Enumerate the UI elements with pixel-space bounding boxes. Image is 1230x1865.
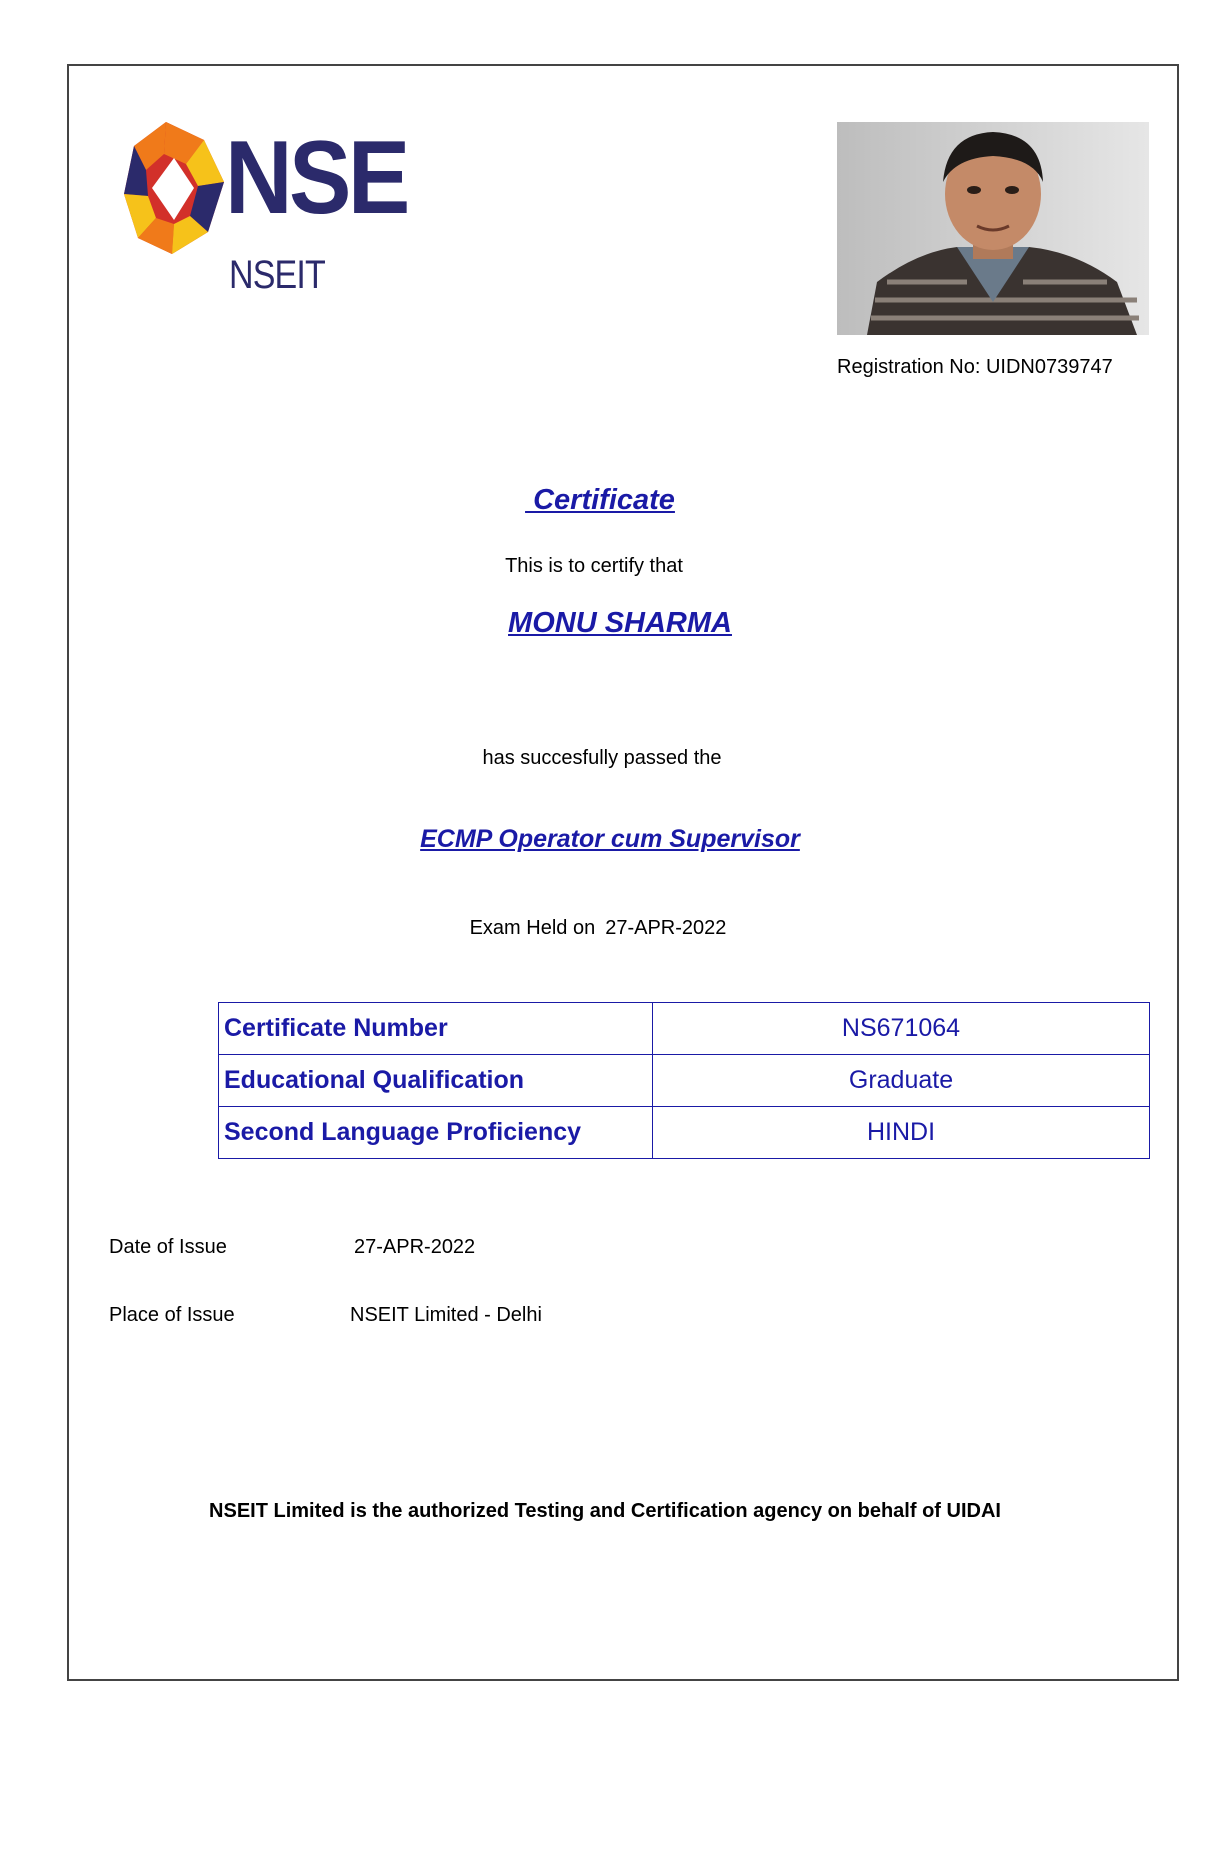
language-value: HINDI — [653, 1107, 1150, 1159]
certificate-details-table — [218, 1002, 1150, 1159]
table-row — [219, 1003, 1150, 1055]
registration-number: Registration No: UIDN0739747 — [837, 356, 1113, 378]
exam-held — [298, 917, 898, 940]
logo-nse-text: NSE — [225, 120, 407, 236]
qualification-label: Educational Qualification — [219, 1055, 653, 1107]
exam-held-label: Exam Held on — [469, 917, 596, 939]
language-label: Second Language Proficiency — [219, 1107, 653, 1159]
logo-nseit-text: NSEIT — [229, 253, 325, 297]
authorization-note: NSEIT Limited is the authorized Testing and Certification agency on behalf of UIDAI — [209, 1500, 1001, 1522]
course-name: ECMP Operator cum Supervisor — [420, 825, 800, 853]
date-of-issue-value: 27-APR-2022 — [354, 1236, 476, 1258]
certificate-number-value: NS671064 — [653, 1003, 1150, 1055]
table-row — [219, 1055, 1150, 1107]
table-row — [219, 1107, 1150, 1159]
candidate-photo — [837, 122, 1149, 335]
nse-logo — [124, 120, 407, 300]
certify-line: This is to certify that — [505, 555, 683, 577]
person-photo-icon — [837, 122, 1149, 335]
exam-held-date: 27-APR-2022 — [605, 917, 727, 939]
date-of-issue-label: Date of Issue — [109, 1236, 227, 1258]
place-of-issue-value: NSEIT Limited - Delhi — [350, 1304, 542, 1326]
candidate-name: MONU SHARMA — [508, 607, 732, 639]
qualification-value: Graduate — [653, 1055, 1150, 1107]
certificate-title: Certificate — [525, 484, 675, 516]
passed-line: has succesfully passed the — [482, 747, 722, 769]
certificate-number-label: Certificate Number — [219, 1003, 653, 1055]
place-of-issue-label: Place of Issue — [109, 1304, 235, 1326]
nse-emblem-icon — [124, 120, 224, 260]
